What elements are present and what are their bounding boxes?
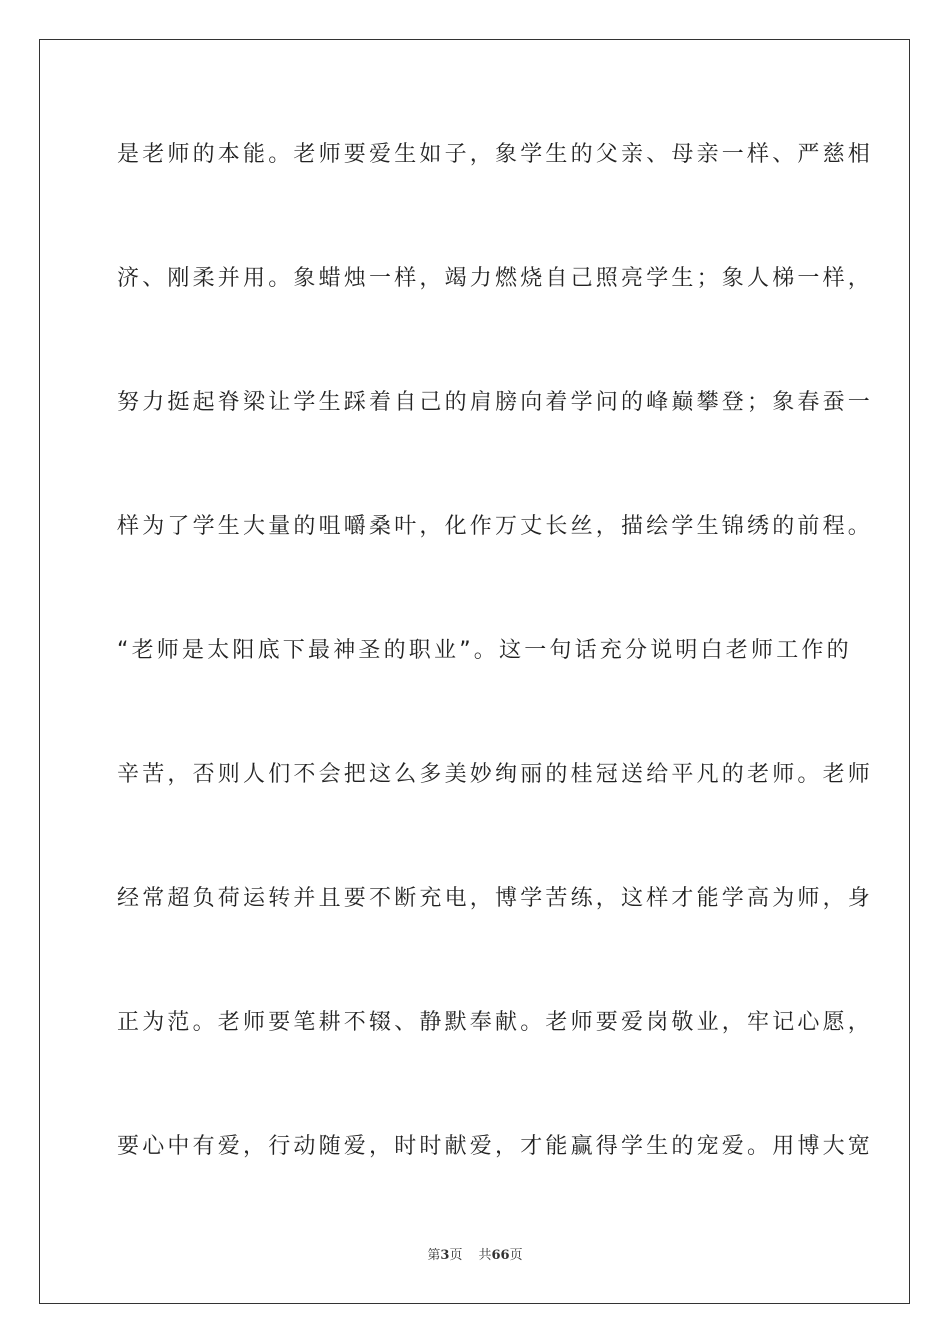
text-line-2: 济、刚柔并用。象蜡烛一样，竭力燃烧自己照亮学生；象人梯一样， [117, 266, 874, 291]
total-suffix: 页 [509, 1248, 523, 1263]
text-line-1: 是老师的本能。老师要爱生如子，象学生的父亲、母亲一样、严慈相 [117, 142, 874, 167]
text-line-4: 样为了学生大量的咀嚼桑叶，化作万丈长丝，描绘学生锦绣的前程。 [117, 514, 874, 539]
text-line-8: 正为范。老师要笔耕不辍、静默奉献。老师要爱岗敬业，牢记心愿， [117, 1010, 874, 1035]
page-footer [0, 1247, 950, 1265]
total-pages-number: 66 [491, 1248, 510, 1263]
text-line-6: 辛苦，否则人们不会把这么多美妙绚丽的桂冠送给平凡的老师。老师 [117, 762, 874, 787]
text-line-5: “老师是太阳底下最神圣的职业”。这一句话充分说明白老师工作的 [117, 638, 852, 663]
text-line-9: 要心中有爱，行动随爱，时时献爱，才能赢得学生的宠爱。用博大宽 [117, 1134, 874, 1159]
document-body [117, 128, 874, 1244]
text-line-7: 经常超负荷运转并且要不断充电，博学苦练，这样才能学高为师，身 [117, 886, 874, 911]
page-suffix: 页 [449, 1248, 463, 1263]
total-prefix: 共 [478, 1248, 492, 1263]
text-line-3: 努力挺起脊梁让学生踩着自己的肩膀向着学问的峰巅攀登；象春蚕一 [117, 390, 874, 415]
current-page-number: 3 [440, 1248, 450, 1263]
page-prefix: 第 [427, 1248, 441, 1263]
